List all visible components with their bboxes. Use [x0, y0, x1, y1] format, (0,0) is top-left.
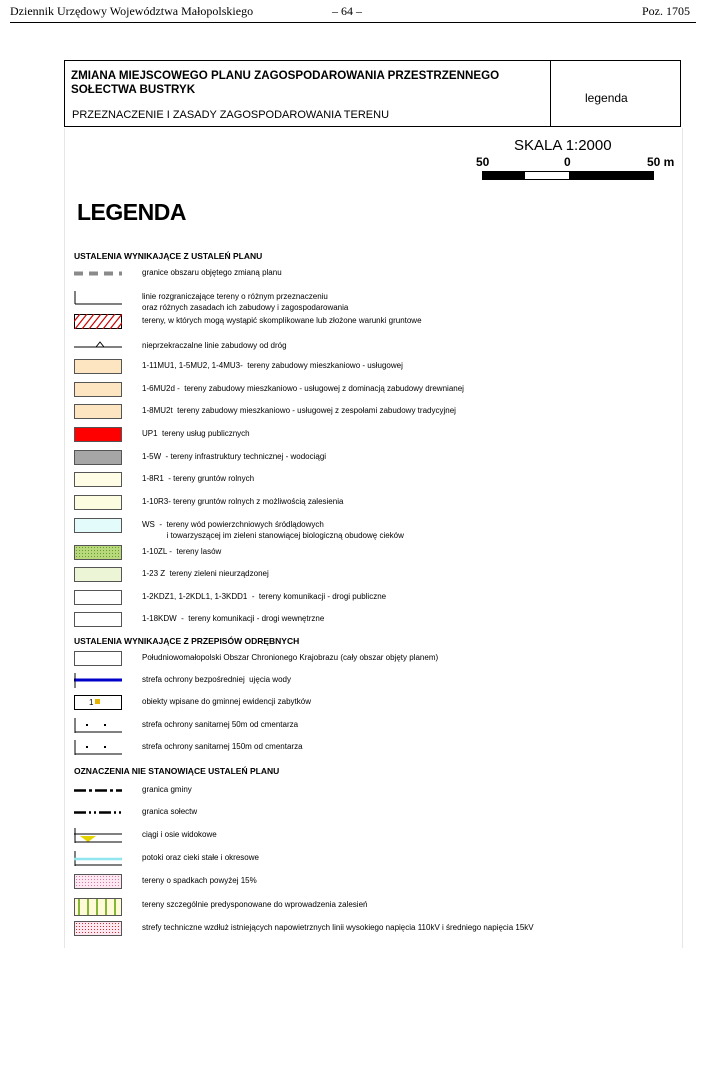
journal-title: Dziennik Urzędowy Województwa Małopolskiego: [10, 4, 254, 18]
legend-item-label: tereny o spadkach powyżej 15%: [142, 876, 257, 885]
title-box-side-label: legenda: [585, 91, 628, 105]
monument-icon: [74, 695, 122, 710]
legend-item-label: tereny szczególnie predysponowane do wprowadzenia zalesień: [142, 900, 368, 909]
demarcation-line-icon: [74, 290, 122, 305]
scale-text: SKALA 1:2000: [514, 137, 612, 154]
color-swatch: [74, 450, 122, 465]
legend-item-label: WS - tereny wód powierzchniowych śródlądowych i towarzyszącej im zieleni stanowiącej biologiczną obudowę cieków: [142, 520, 404, 540]
view-axis-icon: [74, 828, 122, 843]
section-heading-non-binding: OZNACZENIA NIE STANOWIĄCE USTALEŃ PLANU: [74, 766, 280, 776]
position-number: Poz. 1705: [642, 4, 690, 18]
scale-bar: [482, 171, 654, 180]
boundary-line-icon: [74, 266, 122, 281]
legend-item-label: potoki oraz cieki stałe i okresowe: [142, 853, 259, 862]
scale-label-right: 50 m: [647, 155, 675, 169]
stream-icon: [74, 851, 122, 866]
legend-item-label: 1-18KDW - tereny komunikacji - drogi wewnętrzne: [142, 614, 325, 623]
plan-subtitle: PRZEZNACZENIE I ZASADY ZAGOSPODAROWANIA TERENU: [72, 109, 390, 121]
color-swatch: [74, 359, 122, 374]
header-rule: [10, 22, 696, 23]
commune-boundary-icon: [74, 783, 122, 798]
afforestation-icon: [74, 898, 122, 913]
title-box: [64, 60, 681, 127]
building-line-icon: [74, 339, 122, 354]
legend-item-label: 1-23 Z tereny zieleni nieurządzonej: [142, 569, 269, 578]
legend-item-label: nieprzekraczalne linie zabudowy od dróg: [142, 341, 287, 350]
village-boundary-icon: [74, 805, 122, 820]
legend-item-label: strefa ochrony sanitarnej 150m od cmentarza: [142, 742, 303, 751]
forest-swatch: [74, 545, 122, 560]
color-swatch: [74, 472, 122, 487]
color-swatch: [74, 427, 122, 442]
legend-item-label: obiekty wpisane do gminnej ewidencji zabytków: [142, 697, 311, 706]
legend-item-label: strefa ochrony bezpośredniej ujęcia wody: [142, 675, 291, 684]
color-swatch: [74, 612, 122, 627]
legend-item-label: Południowomałopolski Obszar Chronionego Krajobrazu (cały obszar objęty planem): [142, 653, 439, 662]
section-heading-plan: USTALENIA WYNIKAJĄCE Z USTALEŃ PLANU: [74, 251, 263, 261]
legend-item-label: 1-6MU2d - tereny zabudowy mieszkaniowo - usługowej z dominacją zabudowy drewnianej: [142, 384, 464, 393]
legend-item-label: 1-10R3- tereny gruntów rolnych z możliwością zalesienia: [142, 497, 344, 506]
legend-item-label: 1-2KDZ1, 1-2KDL1, 1-3KDD1 - tereny komunikacji - drogi publiczne: [142, 592, 387, 601]
legend-item-label: 1-8R1 - tereny gruntów rolnych: [142, 474, 255, 483]
page-number: – 64 –: [332, 4, 362, 18]
legend-item-label: granice obszaru objętego zmianą planu: [142, 268, 282, 277]
legend-heading: LEGENDA: [77, 199, 186, 225]
legend-item-label: 1-8MU2t tereny zabudowy mieszkaniowo - usługowej z zespołami zabudowy tradycyjnej: [142, 406, 456, 415]
red-hatch-icon: [74, 314, 122, 329]
svg-text:1: 1: [89, 698, 94, 707]
legend-item-label: ciągi i osie widokowe: [142, 830, 217, 839]
color-swatch: [74, 382, 122, 397]
sanitary-zone-icon: [74, 718, 122, 733]
running-header: [10, 4, 690, 22]
legend-item-label: 1-10ZL - tereny lasów: [142, 547, 222, 556]
color-swatch: [74, 567, 122, 582]
color-swatch: [74, 404, 122, 419]
legend-item-label: granica gminy: [142, 785, 192, 794]
color-swatch: [74, 495, 122, 510]
plan-title: ZMIANA MIEJSCOWEGO PLANU ZAGOSPODAROWANIA PRZESTRZENNEGO SOŁECTWA BUSTRYK: [71, 69, 500, 96]
legend-item-label: granica sołectw: [142, 807, 198, 816]
legend-item-label: strefa ochrony sanitarnej 50m od cmentarza: [142, 720, 299, 729]
legend-item-label: tereny, w których mogą wystąpić skomplikowane lub złożone warunki gruntowe: [142, 316, 422, 325]
color-swatch: [74, 651, 122, 666]
color-swatch: [74, 590, 122, 605]
scale-bar-segment: [569, 172, 653, 179]
scale-bar-segment: [483, 172, 525, 179]
scale-label-left: 50: [476, 155, 490, 169]
title-box-divider: [550, 61, 551, 126]
color-swatch: [74, 518, 122, 533]
legend-item-label: 1-5W - tereny infrastruktury technicznej - wodociągi: [142, 452, 327, 461]
legend-item-label: strefy techniczne wzdłuż istniejących napowietrznych linii wysokiego napięcia 110kV i średniego napięcia 15kV: [142, 923, 534, 932]
legend-item-label: 1-11MU1, 1-5MU2, 1-4MU3- tereny zabudowy mieszkaniowo - usługowej: [142, 361, 403, 370]
technical-zone-icon: [74, 921, 122, 936]
legend-item-label: UP1 tereny usług publicznych: [142, 429, 250, 438]
sanitary-zone-icon: [74, 740, 122, 755]
section-heading-regulations: USTALENIA WYNIKAJĄCE Z PRZEPISÓW ODRĘBNYCH: [74, 636, 300, 646]
blue-line-icon: [74, 673, 122, 688]
scale-label-zero: 0: [564, 155, 571, 169]
slope-area-icon: [74, 874, 122, 889]
legend-item-label: linie rozgraniczające tereny o różnym przeznaczeniu oraz różnych zasadach ich zabudowy i zagospodarowania: [142, 292, 349, 312]
